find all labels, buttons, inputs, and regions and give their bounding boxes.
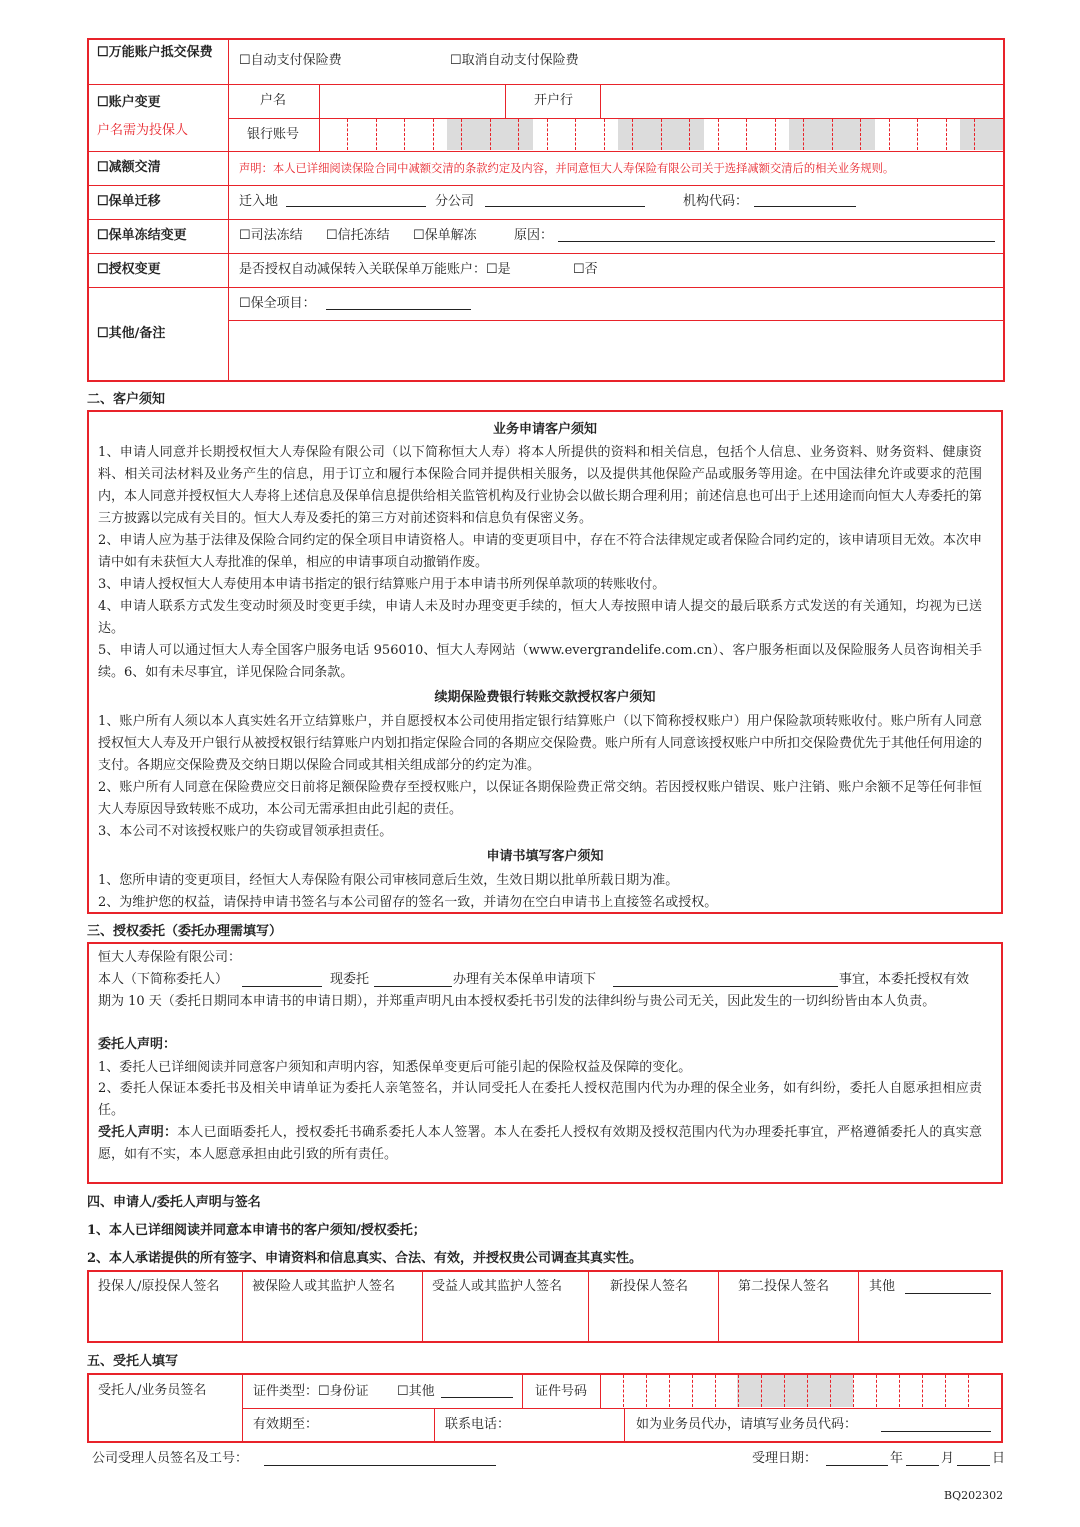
other-remarks-checkbox[interactable]: ☐其他/备注 — [97, 326, 166, 341]
id-digit-divider — [807, 1375, 808, 1407]
universal-account-premium-checkbox[interactable]: ☐万能账户抵交保费 — [97, 45, 213, 60]
filling-para-2: 2、为维护您的权益，请保持申请书签名与本公司留存的签名一致，并请勿在空白申请书上直接签名或授权。 — [98, 895, 718, 910]
id-digit-cell-shaded — [737, 1375, 853, 1407]
other-signature-field[interactable] — [905, 1280, 991, 1294]
month-label: 月 — [941, 1451, 955, 1466]
principal-label: 本人（下简称委托人） — [98, 972, 229, 987]
principal-declaration-heading: 委托人声明： — [98, 1037, 177, 1052]
section-declaration-title: 四、申请人/委托人声明与签名 — [87, 1195, 261, 1210]
accept-day-field[interactable] — [957, 1452, 990, 1466]
account-digit-divider — [946, 119, 947, 150]
notice-title-filling: 申请书填写客户须知 — [486, 849, 604, 864]
account-name-label: 户名 — [260, 93, 287, 108]
renewal-para-2: 2、账户所有人同意在保险费应交日前将足额保险费存至授权账户，以保证各期保险费正常交纳。若因授权账户错误、账户注销、账户余额不足等任何非恒大人寿原因导致转账不成功，本公司无需承担由此引起的责任。 — [98, 780, 982, 817]
account-digit-divider — [433, 119, 434, 150]
accept-date-label: 受理日期： — [752, 1451, 818, 1466]
trust-freeze-checkbox[interactable]: ☐信托冻结 — [326, 228, 390, 243]
beneficiary-signature[interactable]: 受益人或其监护人签名 — [432, 1279, 563, 1294]
preservation-item-field[interactable] — [326, 296, 471, 310]
second-policyholder-signature[interactable]: 第二投保人签名 — [738, 1279, 830, 1294]
id-digit-divider — [853, 1375, 854, 1407]
id-digit-divider — [738, 1375, 739, 1407]
principal-field[interactable] — [242, 973, 322, 987]
form-code: BQ202302 — [944, 1489, 1004, 1502]
account-digit-divider — [547, 119, 548, 150]
org-code-field[interactable] — [754, 193, 856, 207]
notice-para-1: 1、申请人同意并长期授权恒大人寿保险有限公司（以下简称恒大人寿）将本人所提供的资料和相关信息，包括个人信息、业务资料、财务资料、健康资料、相关司法材料及业务产生的信息，用于订立和履行本保险合同并提供相关服务，以及提供其他保险产品或服务等用途。在中国法律允许或要求的范围内，本人同意并授权恒大人寿将上述信息及保单信息提供给相关监管机构及行业协会以做长期合理利用；前述信息也可出于上述用途而向恒大人寿委托的第三方披露以完成有关目的。恒大人寿及委托的第三方对前述资料和信息负有保密义务。 — [98, 445, 983, 526]
id-digit-divider — [669, 1375, 670, 1407]
notice-para-5: 5、申请人可以通过恒大人寿全国客户服务电话 956010、恒大人寿网站（www.evergrandelife.com.cn）、客户服务柜面以及保险服务人员咨询相关手续。6、如有未尽事宜，详见保险合同条款。 — [98, 643, 982, 680]
validity-text: 事宜，本委托授权有效 — [839, 972, 970, 987]
id-digit-divider — [876, 1375, 877, 1407]
matter-label: 办理有关本保单申请项下 — [453, 972, 597, 987]
transfer-destination-field[interactable] — [286, 193, 426, 207]
id-digit-divider — [899, 1375, 900, 1407]
auto-pay-premium-checkbox[interactable]: ☐自动支付保险费 — [239, 53, 342, 68]
id-type-idcard-checkbox[interactable]: 证件类型：☐身份证 — [253, 1384, 369, 1399]
staff-signature-label: 公司受理人员签名及工号： — [92, 1451, 249, 1466]
notice-title-renewal: 续期保险费银行转账交款授权客户须知 — [434, 690, 656, 705]
auto-reduce-transfer-no[interactable]: ☐否 — [573, 262, 598, 277]
renewal-para-1: 1、账户所有人须以本人真实姓名开立结算账户，并自愿授权本公司使用指定银行结算账户（以下简称授权账户）用户保险款项转账收付。账户所有人同意授权恒大人寿及开户银行从被授权银行结算账户内划扣指定保险合同的各期应交保险费。账户所有人同意该授权账户中所扣交保险费优先于其他任何用途的支付。各期应交保险费及交纳日期以保险合同或其相关组成部分的约定为准。 — [98, 714, 983, 773]
id-digit-divider — [692, 1375, 693, 1407]
table-divider — [600, 1373, 601, 1408]
agent-label: 现委托 — [330, 972, 370, 987]
notice-para-4: 4、申请人联系方式发生变动时须及时变更手续，申请人未及时办理变更手续的，恒大人寿按照申请人提交的最后联系方式发送的有关通知，均视为已送达。 — [98, 599, 982, 636]
account-digit-divider — [718, 119, 719, 150]
company-salutation: 恒大人寿保险有限公司： — [98, 950, 242, 965]
account-digit-divider — [803, 119, 804, 150]
accept-year-field[interactable] — [826, 1452, 888, 1466]
account-digit-divider — [518, 119, 519, 150]
authorization-change-checkbox[interactable]: ☐授权变更 — [97, 262, 161, 277]
reduced-paidup-statement: 声明：本人已详细阅读保险合同中减额交清的条款约定及内容，并同意恒大人寿保险有限公司关于选择减额交清后的相关业务规则。 — [239, 162, 895, 175]
bank-label: 开户行 — [534, 93, 574, 108]
valid-until-label: 有效期至： — [253, 1417, 319, 1432]
table-divider — [522, 1373, 523, 1408]
authorization-validity-para: 期为 10 天（委托日期同本申请书的申请日期），并郑重声明凡由本授权委托书引发的法律纠纷与贵公司无关，因此发生的一切纠纷皆由本人负责。 — [98, 994, 936, 1009]
branch-label: 分公司 — [435, 194, 475, 209]
table-divider — [588, 1270, 589, 1343]
id-digit-divider — [830, 1375, 831, 1407]
id-digit-divider — [784, 1375, 785, 1407]
section-customer-notice-title: 二、客户须知 — [87, 392, 166, 407]
cancel-auto-pay-checkbox[interactable]: ☐取消自动支付保险费 — [450, 53, 579, 68]
account-change-note: 户名需为投保人 — [97, 123, 189, 138]
account-digit-divider — [860, 119, 861, 150]
section-agent-title: 五、受托人填写 — [87, 1354, 179, 1369]
account-digit-cell-shaded — [960, 119, 1003, 150]
org-code-label: 机构代码： — [683, 194, 749, 209]
accept-month-field[interactable] — [906, 1452, 939, 1466]
account-digit-divider — [632, 119, 633, 150]
id-digit-divider — [623, 1375, 624, 1407]
day-label: 日 — [992, 1451, 1006, 1466]
account-digit-divider — [974, 119, 975, 150]
policy-transfer-checkbox[interactable]: ☐保单迁移 — [97, 194, 161, 209]
id-digit-divider — [968, 1375, 969, 1407]
account-digit-divider — [832, 119, 833, 150]
filling-para-1: 1、您所申请的变更项目，经恒大人寿保险有限公司审核同意后生效，生效日期以批单所载日期为准。 — [98, 873, 679, 888]
agent-code-label: 如为业务员代办，请填写业务员代码： — [636, 1417, 858, 1432]
account-digit-divider — [347, 119, 348, 150]
table-divider — [228, 38, 229, 382]
table-divider — [242, 1270, 243, 1343]
reason-label: 原因： — [514, 228, 554, 243]
phone-label: 联系电话： — [445, 1417, 511, 1432]
table-divider — [87, 185, 1005, 186]
table-divider — [434, 1408, 435, 1443]
new-policyholder-signature[interactable]: 新投保人签名 — [610, 1279, 689, 1294]
table-divider — [87, 219, 1005, 220]
account-digit-divider — [746, 119, 747, 150]
table-divider — [87, 287, 1005, 288]
principal-declaration-1: 1、委托人已详细阅读并同意客户须知和声明内容，知悉保单变更后可能引起的保险权益及保障的变化。 — [98, 1060, 692, 1075]
table-divider — [319, 84, 320, 151]
account-digit-divider — [376, 119, 377, 150]
principal-declaration-2: 2、委托人保证本委托书及相关申请单证为委托人亲笔签名，并认同受托人在委托人授权范围内代为办理的保全业务，如有纠纷，委托人自愿承担相应责任。 — [98, 1081, 982, 1118]
agent-declaration-heading: 受托人声明： — [98, 1125, 178, 1140]
table-divider — [422, 1270, 423, 1343]
reduced-paidup-checkbox[interactable]: ☐减额交清 — [97, 160, 161, 175]
change-items-table — [87, 38, 1005, 382]
preservation-item-checkbox[interactable]: ☐保全项目： — [239, 296, 316, 311]
table-divider — [505, 84, 506, 118]
other-signature-label: 其他 — [869, 1279, 896, 1294]
id-digit-divider — [761, 1375, 762, 1407]
id-digit-divider — [646, 1375, 647, 1407]
branch-field[interactable] — [485, 193, 645, 207]
renewal-para-3: 3、本公司不对该授权账户的失窃或冒领承担责任。 — [98, 824, 393, 839]
policyholder-signature[interactable]: 投保人/原投保人签名 — [98, 1279, 220, 1294]
account-digit-divider — [404, 119, 405, 150]
table-divider — [87, 253, 1005, 254]
account-digit-divider — [604, 119, 605, 150]
section-authorization-title: 三、授权委托（委托办理需填写） — [87, 924, 283, 939]
year-label: 年 — [890, 1451, 904, 1466]
policy-freeze-checkbox[interactable]: ☐保单冻结变更 — [97, 228, 187, 243]
agent-declaration-text: 本人已面晤委托人，授权委托书确系委托人本人签署。本人在委托人授权有效期及授权范围内代为办理委托事宜，严格遵循委托人的真实意愿，如有不实，本人愿意承担由此引致的所有责任。 — [98, 1125, 982, 1162]
account-digit-divider — [775, 119, 776, 150]
notice-para-3: 3、申请人授权恒大人寿使用本申请书指定的银行结算账户用于本申请书所列保单款项的转账收付。 — [98, 577, 666, 592]
account-digit-divider — [917, 119, 918, 150]
account-digit-divider — [575, 119, 576, 150]
account-digit-divider — [461, 119, 462, 150]
table-divider — [600, 84, 601, 118]
table-divider — [624, 1408, 625, 1443]
staff-signature-field[interactable] — [264, 1452, 496, 1466]
account-digit-divider — [661, 119, 662, 150]
reason-field[interactable] — [558, 228, 995, 242]
account-digit-divider — [889, 119, 890, 150]
notice-para-2: 2、申请人应为基于法律及保险合同约定的保全项目申请资格人。申请的变更项目中，存在不符合法律规定或者保险合同约定的，该申请项目无效。本次申请中如有未获恒大人寿批准的保单，相应的申请事项自动撤销作废。 — [98, 533, 982, 570]
table-divider — [718, 1270, 719, 1343]
id-type-other-field[interactable] — [441, 1384, 513, 1398]
account-digit-divider — [689, 119, 690, 150]
table-divider — [87, 84, 1005, 85]
declaration-line-1: 1、本人已详细阅读并同意本申请书的客户须知/授权委托； — [87, 1223, 426, 1238]
auto-reduce-transfer-yes[interactable]: 是否授权自动减保转入关联保单万能账户：☐是 — [239, 262, 511, 277]
table-divider — [858, 1270, 859, 1343]
agent-field[interactable] — [374, 973, 452, 987]
transfer-destination-label: 迁入地 — [239, 194, 279, 209]
agent-code-field[interactable] — [881, 1418, 991, 1432]
id-digit-divider — [715, 1375, 716, 1407]
judicial-freeze-checkbox[interactable]: ☐司法冻结 — [239, 228, 303, 243]
id-number-label: 证件号码 — [535, 1384, 588, 1399]
agent-signature[interactable]: 受托人/业务员签名 — [98, 1383, 207, 1398]
id-digit-divider — [945, 1375, 946, 1407]
account-number-label: 银行账号 — [247, 127, 300, 142]
declaration-line-2: 2、本人承诺提供的所有签字、申请资料和信息真实、合法、有效，并授权贵公司调查其真实性。 — [87, 1251, 643, 1266]
table-divider — [228, 320, 1005, 321]
agent-declaration — [98, 1122, 982, 1166]
matter-field[interactable] — [613, 973, 838, 987]
account-digit-divider — [490, 119, 491, 150]
id-type-other-checkbox[interactable]: ☐其他 — [397, 1384, 435, 1399]
insured-signature[interactable]: 被保险人或其监护人签名 — [252, 1279, 396, 1294]
table-divider — [87, 151, 1005, 152]
id-digit-divider — [922, 1375, 923, 1407]
notice-title-business: 业务申请客户须知 — [492, 422, 597, 437]
account-change-checkbox[interactable]: ☐账户变更 — [97, 95, 161, 110]
table-divider — [242, 1408, 1003, 1409]
unfreeze-checkbox[interactable]: ☐保单解冻 — [413, 228, 477, 243]
